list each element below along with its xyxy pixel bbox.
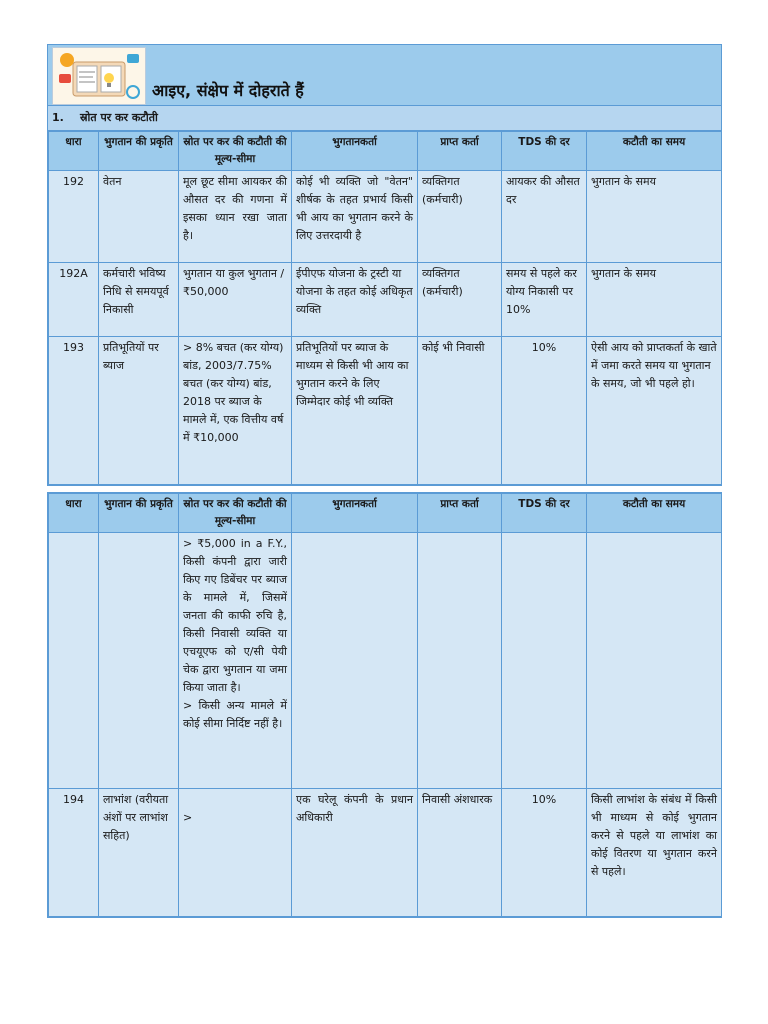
cell-rate (502, 533, 587, 789)
table-header-row (49, 132, 722, 171)
cell-payee (418, 533, 502, 789)
cell-threshold: > 8% बचत (कर योग्य) बांड, 2003/7.75% बचत (कर योग्य) बांड, 2018 पर ब्याज के मामले में, एक वित्तीय वर्ष में ₹10,000 (179, 337, 292, 485)
cell-section: 192 (49, 171, 99, 263)
cell-time: भुगतान के समय (587, 171, 722, 263)
cell-nature: कर्मचारी भविष्य निधि से समयपूर्व निकासी (99, 263, 179, 337)
cell-section: 193 (49, 337, 99, 485)
cell-payee: निवासी अंशधारक (418, 789, 502, 917)
cell-payer: एक घरेलू कंपनी के प्रधान अधिकारी (292, 789, 418, 917)
cell-rate: समय से पहले कर योग्य निकासी पर 10% (502, 263, 587, 337)
cell-time: ऐसी आय को प्राप्तकर्ता के खाते में जमा करते समय या भुगतान के समय, जो भी पहले हो। (587, 337, 722, 485)
threshold-clause-a: > ₹5,000 in a F.Y., किसी कंपनी द्वारा जारी किए गए डिबेंचर पर ब्याज के मामले में, जिसमें जनता की काफी रुचि है, किसी निवासी व्यक्ति या एचयूएफ को ए/सी पेयी चेक द्वारा भुगतान या जमा किया जाता है। (183, 537, 287, 694)
table-row (49, 789, 722, 917)
col-header: भुगतानकर्ता (292, 494, 418, 533)
cell-threshold: भुगतान या कुल भुगतान / ₹50,000 (179, 263, 292, 337)
cell-payer: प्रतिभूतियों पर ब्याज के माध्यम से किसी भी आय का भुगतान करने के लिए जिम्मेदार कोई भी व्यक्ति (292, 337, 418, 485)
col-header: धारा (49, 494, 99, 533)
section-number: 1. (52, 111, 64, 124)
study-illustration-icon (52, 47, 146, 105)
threshold-clause-b: > किसी अन्य मामले में कोई सीमा निर्दिष्ट नहीं है। (183, 699, 287, 730)
cell-payer (292, 533, 418, 789)
cell-rate: 10% (502, 337, 587, 485)
summary-table-block-1 (47, 44, 722, 486)
cell-time (587, 533, 722, 789)
cell-payer: ईपीएफ योजना के ट्रस्टी या योजना के तहत कोई अधिकृत व्यक्ति (292, 263, 418, 337)
cell-nature: प्रतिभूतियों पर ब्याज (99, 337, 179, 485)
col-header: भुगतानकर्ता (292, 132, 418, 171)
cell-payee: व्यक्तिगत (कर्मचारी) (418, 171, 502, 263)
col-header: धारा (49, 132, 99, 171)
page-title: आइए, संक्षेप में दोहराते हैं (152, 81, 304, 100)
col-header: कटौती का समय (587, 132, 722, 171)
col-header: प्राप्त कर्ता (418, 132, 502, 171)
tds-table-2 (48, 493, 722, 917)
col-header: स्रोत पर कर की कटौती की मूल्य-सीमा (179, 494, 292, 533)
cell-rate: 10% (502, 789, 587, 917)
cell-threshold: मूल छूट सीमा आयकर की औसत दर की गणना में इसका ध्यान रखा जाता है। (179, 171, 292, 263)
table-row (49, 337, 722, 485)
cell-nature: लाभांश (वरीयता अंशों पर लाभांश सहित) (99, 789, 179, 917)
cell-section (49, 533, 99, 789)
col-header: प्राप्त कर्ता (418, 494, 502, 533)
col-header: स्रोत पर कर की कटौती की मूल्य-सीमा (179, 132, 292, 171)
table-row (49, 533, 722, 789)
cell-payer: कोई भी व्यक्ति जो "वेतन" शीर्षक के तहत प्रभार्य किसी भी आय का भुगतान करने के लिए उत्तरदायी है (292, 171, 418, 263)
cell-threshold (179, 533, 292, 789)
cell-time: भुगतान के समय (587, 263, 722, 337)
cell-threshold: > (179, 789, 292, 917)
section-heading (48, 106, 721, 131)
cell-payee: कोई भी निवासी (418, 337, 502, 485)
cell-nature: वेतन (99, 171, 179, 263)
col-header: TDS की दर (502, 132, 587, 171)
cell-nature (99, 533, 179, 789)
cell-rate: आयकर की औसत दर (502, 171, 587, 263)
cell-section: 194 (49, 789, 99, 917)
banner (48, 45, 721, 106)
summary-table-block-2 (47, 492, 722, 918)
cell-time: किसी लाभांश के संबंध में किसी भी माध्यम से कोई भुगतान करने से पहले या लाभांश का कोई वितरण या भुगतान करने से पहले। (587, 789, 722, 917)
table-header-row (49, 494, 722, 533)
col-header: कटौती का समय (587, 494, 722, 533)
table-row (49, 263, 722, 337)
section-title: स्रोत पर कर कटौती (80, 111, 158, 124)
cell-payee: व्यक्तिगत (कर्मचारी) (418, 263, 502, 337)
cell-section: 192A (49, 263, 99, 337)
col-header: भुगतान की प्रकृति (99, 494, 179, 533)
tds-table-1 (48, 131, 722, 485)
col-header: TDS की दर (502, 494, 587, 533)
col-header: भुगतान की प्रकृति (99, 132, 179, 171)
table-row (49, 171, 722, 263)
